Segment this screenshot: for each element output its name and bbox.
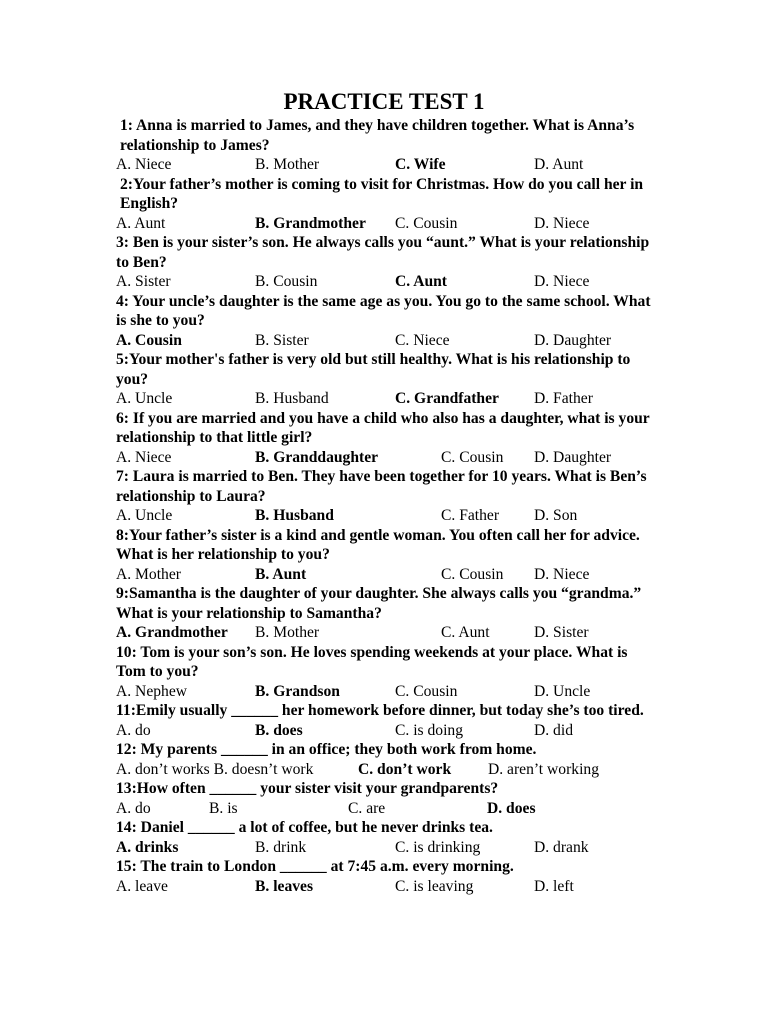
answer-option: C. are (348, 799, 386, 817)
answer-option: D. Father (534, 390, 593, 407)
question-block (116, 350, 656, 409)
answer-option: D. Son (534, 507, 578, 524)
answer-options (116, 682, 656, 702)
answer-option-correct: A. drinks (116, 838, 179, 856)
answer-options (116, 272, 656, 292)
question-text: 7: Laura is married to Ben. They have been together for 10 years. What is Ben’s relationship to Laura? (116, 468, 647, 505)
answer-option: A. Nephew (116, 682, 188, 700)
answer-options (116, 155, 656, 175)
answer-option-correct: B. Husband (255, 507, 334, 524)
answer-option-correct: B. Grandmother (255, 214, 366, 232)
answer-option: A. do (116, 799, 151, 817)
answer-option: A. don’t works B. doesn’t work (116, 760, 314, 778)
answer-options (116, 389, 656, 409)
question-block (116, 740, 656, 779)
question-text: 5:Your mother's father is very old but still healthy. What is his relationship to you? (116, 351, 631, 388)
answer-option: A. Niece (116, 448, 172, 466)
answer-option: D. Niece (534, 214, 590, 232)
answer-options (116, 506, 656, 526)
question-list (116, 116, 656, 896)
question-block (116, 409, 656, 468)
question-block (116, 818, 656, 857)
answer-option-correct: A. Cousin (116, 331, 182, 349)
answer-option-correct: B. leaves (255, 877, 314, 895)
answer-option: D. Daughter (534, 448, 612, 466)
answer-option: C. Cousin (395, 214, 458, 232)
answer-option-correct: A. Grandmother (116, 624, 228, 641)
answer-option: A. Sister (116, 273, 171, 290)
answer-option: C. is leaving (395, 877, 474, 895)
answer-option: C. is drinking (395, 838, 481, 856)
question-text: 1: Anna is married to James, and they have children together. What is Anna’s relationship to James? (120, 117, 635, 154)
answer-options (116, 331, 656, 351)
answer-option-correct: B. Grandson (255, 682, 340, 700)
question-block (116, 233, 656, 292)
answer-option: A. Aunt (116, 214, 166, 232)
answer-options (116, 760, 656, 780)
question-block (116, 175, 656, 234)
answer-option: A. leave (116, 877, 168, 895)
question-text: 9:Samantha is the daughter of your daughter. She always calls you “grandma.” What is your relationship to Samantha? (116, 585, 642, 622)
question-block (116, 467, 656, 526)
answer-options (116, 721, 656, 741)
answer-options (116, 214, 656, 234)
question-block (116, 292, 656, 351)
question-text: 8:Your father’s sister is a kind and gentle woman. You often call her for advice. What is her relationship to you? (116, 526, 640, 563)
answer-option: D. Aunt (534, 156, 584, 173)
answer-option: C. Cousin (441, 448, 504, 466)
question-text: 2:Your father’s mother is coming to visit for Christmas. How do you call her in English? (120, 175, 644, 212)
answer-option: C. Aunt (441, 624, 490, 641)
answer-option-correct: B. does (255, 721, 303, 739)
answer-option: D. did (534, 721, 573, 739)
answer-option: C. Cousin (395, 682, 458, 700)
question-text: 3: Ben is your sister’s son. He always calls you “aunt.” What is your relationship to Ben? (116, 234, 650, 271)
question-text: 13:How often ______ your sister visit your grandparents? (116, 780, 499, 797)
answer-option-correct: B. Granddaughter (255, 448, 379, 466)
answer-option: A. Mother (116, 565, 181, 583)
answer-option: D. left (534, 877, 574, 895)
answer-option: B. Husband (255, 390, 329, 407)
answer-option: D. Uncle (534, 682, 591, 700)
answer-options (116, 565, 656, 585)
question-block (116, 701, 656, 740)
answer-options (116, 623, 656, 643)
answer-option-correct: C. Grandfather (395, 390, 499, 407)
question-block (116, 857, 656, 896)
answer-option-correct: C. Aunt (395, 273, 447, 290)
answer-options (116, 877, 656, 897)
question-text: 6: If you are married and you have a child who also has a daughter, what is your relationship to that little girl? (116, 409, 650, 446)
question-block (116, 779, 656, 818)
question-text: 12: My parents ______ in an office; they both work from home. (116, 741, 537, 758)
answer-option: D. Niece (534, 565, 590, 583)
answer-option: D. Sister (534, 624, 589, 641)
question-block (116, 116, 656, 175)
answer-option-correct: C. Wife (395, 156, 446, 173)
question-text: 14: Daniel ______ a lot of coffee, but he never drinks tea. (116, 819, 493, 836)
answer-option: A. Niece (116, 156, 172, 173)
answer-option: D. Daughter (534, 331, 612, 349)
answer-option: C. is doing (395, 721, 464, 739)
answer-option: D. Niece (534, 273, 590, 290)
question-text: 11:Emily usually ______ her homework before dinner, but today she’s too tired. (116, 702, 644, 719)
answer-options (116, 448, 656, 468)
question-text: 10: Tom is your son’s son. He loves spending weekends at your place. What is Tom to you? (116, 643, 628, 680)
answer-option: C. Father (441, 507, 500, 524)
answer-options (116, 838, 656, 858)
answer-option: C. Cousin (441, 565, 504, 583)
answer-option: D. aren’t working (488, 760, 600, 778)
answer-option-correct: D. does (487, 799, 536, 817)
answer-option: B. Mother (255, 624, 320, 641)
answer-option: B. drink (255, 838, 307, 856)
answer-option: A. Uncle (116, 390, 173, 407)
answer-option: D. drank (534, 838, 589, 856)
question-text: 15: The train to London ______ at 7:45 a.m. every morning. (116, 858, 514, 875)
answer-option: B. Mother (255, 156, 320, 173)
answer-option: B. Cousin (255, 273, 318, 290)
question-block (116, 526, 656, 585)
answer-option: A. Uncle (116, 507, 173, 524)
answer-options (116, 799, 656, 819)
page-title: PRACTICE TEST 1 (283, 89, 485, 114)
question-block (116, 584, 656, 643)
answer-option: A. do (116, 721, 151, 739)
question-block (116, 643, 656, 702)
answer-option-correct: C. don’t work (358, 760, 452, 778)
answer-option: C. Niece (395, 331, 450, 349)
answer-option-correct: B. Aunt (255, 565, 307, 583)
answer-option: B. is (209, 799, 238, 817)
question-text: 4: Your uncle’s daughter is the same age as you. You go to the same school. What is she to you? (116, 292, 651, 329)
answer-option: B. Sister (255, 331, 309, 349)
